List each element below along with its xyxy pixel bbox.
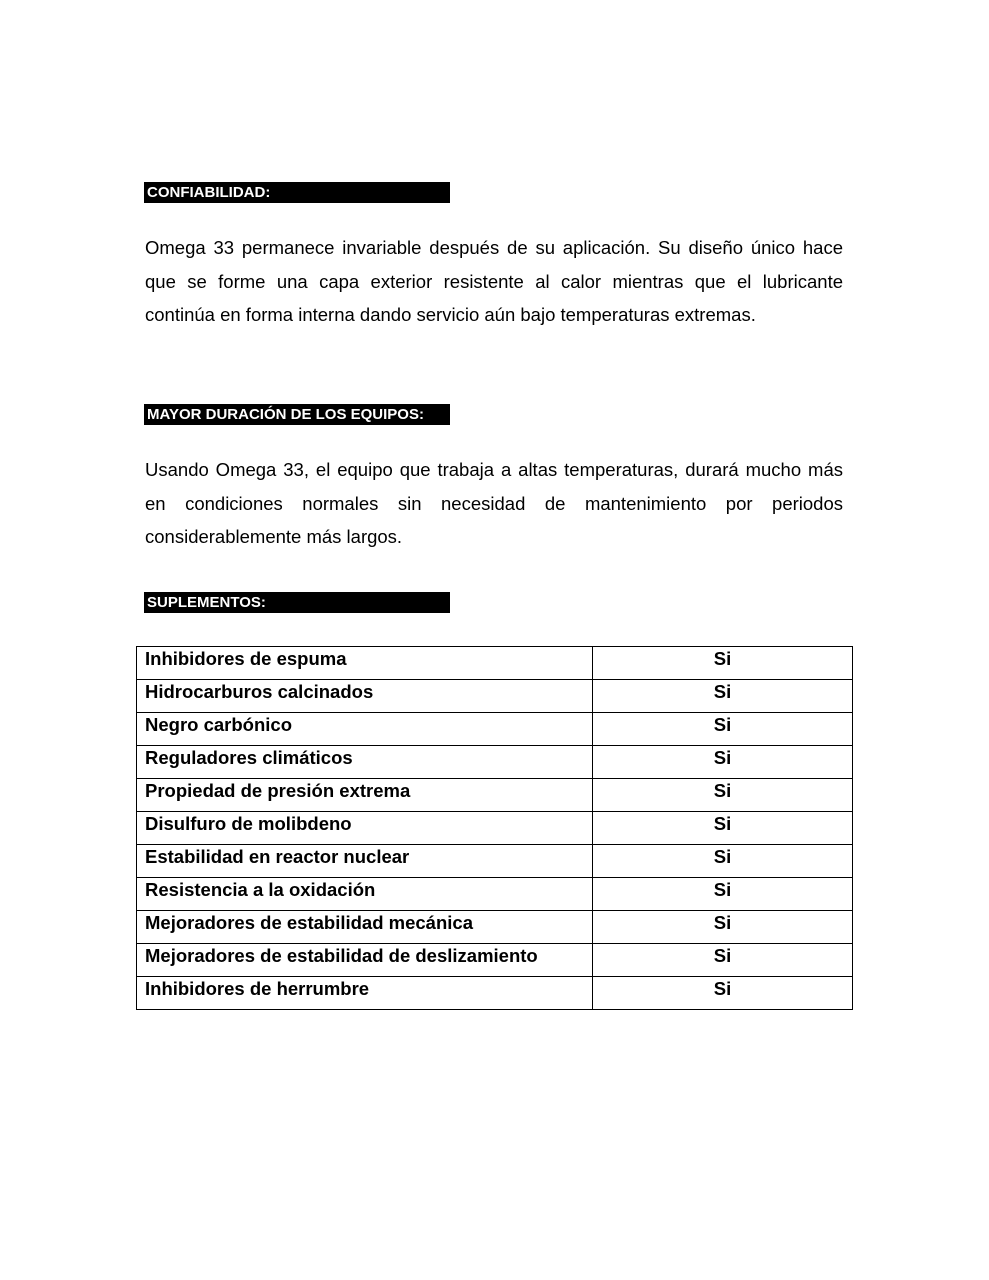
supplement-value: Si (593, 845, 853, 878)
supplement-value: Si (593, 878, 853, 911)
supplement-value: Si (593, 647, 853, 680)
supplement-name: Mejoradores de estabilidad mecánica (137, 911, 593, 944)
table-row (137, 746, 853, 779)
section-body-durability: Usando Omega 33, el equipo que trabaja a altas temperaturas, durará mucho más en condiciones normales sin necesidad de mantenimiento por periodos considerablemente más largos. (145, 459, 843, 547)
supplement-value: Si (593, 944, 853, 977)
supplement-value: Si (593, 977, 853, 1010)
table-row (137, 911, 853, 944)
supplement-name: Hidrocarburos calcinados (137, 680, 593, 713)
supplement-value: Si (593, 713, 853, 746)
supplement-name: Inhibidores de espuma (137, 647, 593, 680)
supplements-table (136, 646, 853, 1010)
supplement-name: Propiedad de presión extrema (137, 779, 593, 812)
section-heading-reliability: CONFIABILIDAD: (144, 182, 450, 203)
supplement-value: Si (593, 680, 853, 713)
section-body-reliability: Omega 33 permanece invariable después de su aplicación. Su diseño único hace que se forme una capa exterior resistente al calor mientras que el lubricante continúa en forma interna dando servicio aún bajo temperaturas extremas. (145, 237, 843, 325)
section-heading-supplements: SUPLEMENTOS: (144, 592, 450, 613)
supplement-value: Si (593, 746, 853, 779)
supplement-name: Negro carbónico (137, 713, 593, 746)
supplement-name: Inhibidores de herrumbre (137, 977, 593, 1010)
table-row (137, 944, 853, 977)
supplement-value: Si (593, 911, 853, 944)
supplement-name: Resistencia a la oxidación (137, 878, 593, 911)
table-row (137, 812, 853, 845)
supplement-name: Disulfuro de molibdeno (137, 812, 593, 845)
table-row (137, 779, 853, 812)
supplement-value: Si (593, 812, 853, 845)
section-heading-durability: MAYOR DURACIÓN DE LOS EQUIPOS: (144, 404, 450, 425)
table-row (137, 878, 853, 911)
supplement-name: Estabilidad en reactor nuclear (137, 845, 593, 878)
table-row (137, 845, 853, 878)
supplement-value: Si (593, 779, 853, 812)
table-row (137, 977, 853, 1010)
table-row (137, 713, 853, 746)
supplement-name: Mejoradores de estabilidad de deslizamiento (137, 944, 593, 977)
table-row (137, 647, 853, 680)
supplement-name: Reguladores climáticos (137, 746, 593, 779)
table-row (137, 680, 853, 713)
